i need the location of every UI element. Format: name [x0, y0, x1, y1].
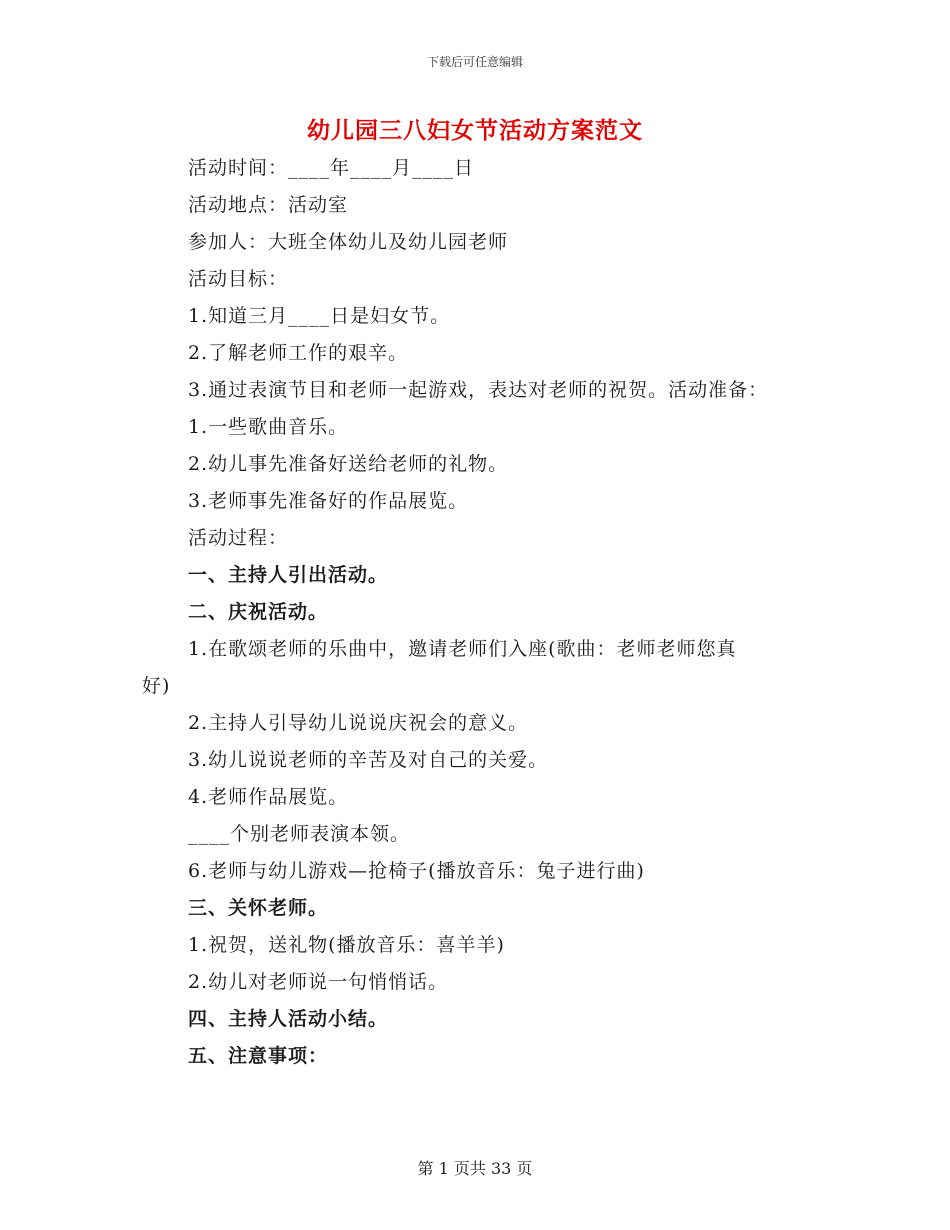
section-heading-1: 一、主持人引出活动。 [188, 564, 389, 586]
line-celebration-1-wrap: 好) [142, 675, 171, 697]
section-heading-4: 四、主持人活动小结。 [188, 1008, 389, 1030]
line-care-2: 2.幼儿对老师说一句悄悄话。 [188, 971, 449, 993]
line-activity-time: 活动时间：____年____月____日 [188, 157, 475, 179]
line-prep-3: 3.老师事先准备好的作品展览。 [188, 490, 469, 512]
line-celebration-2: 2.主持人引导幼儿说说庆祝会的意义。 [188, 712, 529, 734]
line-celebration-3: 3.幼儿说说老师的辛苦及对自己的关爱。 [188, 749, 549, 771]
line-goal-3: 3.通过表演节目和老师一起游戏，表达对老师的祝贺。活动准备： [188, 379, 769, 401]
section-heading-2: 二、庆祝活动。 [188, 601, 329, 623]
line-process-heading: 活动过程： [188, 527, 289, 549]
line-prep-2: 2.幼儿事先准备好送给老师的礼物。 [188, 453, 509, 475]
line-celebration-1: 1.在歌颂老师的乐曲中，邀请老师们入座(歌曲：老师老师您真 [188, 638, 737, 660]
line-celebration-6: 6.老师与幼儿游戏—抢椅子(播放音乐：兔子进行曲) [188, 860, 645, 882]
line-participants: 参加人：大班全体幼儿及幼儿园老师 [188, 231, 509, 253]
line-goal-2: 2.了解老师工作的艰辛。 [188, 342, 409, 364]
document-title: 幼儿园三八妇女节活动方案范文 [307, 117, 643, 144]
section-heading-3: 三、关怀老师。 [188, 897, 329, 919]
line-goals-heading: 活动目标： [188, 268, 289, 290]
header-note: 下载后可任意编辑 [426, 55, 523, 69]
section-heading-5: 五、注意事项： [188, 1045, 329, 1067]
line-celebration-4: 4.老师作品展览。 [188, 786, 349, 808]
line-care-1: 1.祝贺，送礼物(播放音乐：喜羊羊) [188, 934, 505, 956]
line-goal-1: 1.知道三月____日是妇女节。 [188, 305, 451, 327]
line-celebration-5: ____个别老师表演本领。 [188, 823, 411, 845]
line-activity-location: 活动地点：活动室 [188, 194, 349, 216]
line-prep-1: 1.一些歌曲音乐。 [188, 416, 349, 438]
page-footer: 第 1 页共 33 页 [417, 1159, 533, 1178]
